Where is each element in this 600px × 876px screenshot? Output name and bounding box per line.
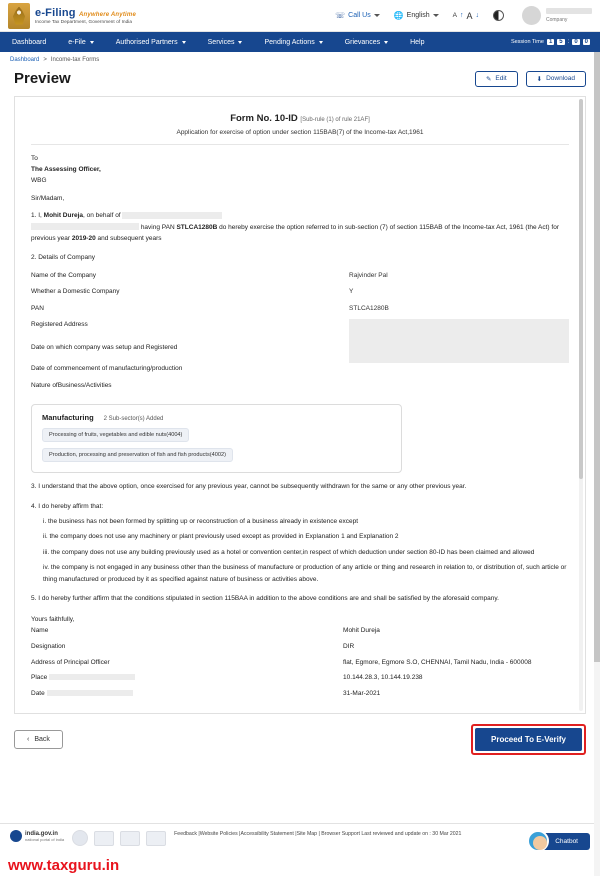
nav-label: e-File (68, 38, 86, 46)
partner-logo-icon (146, 831, 166, 846)
detail-value: Y (349, 288, 354, 296)
company-details (31, 268, 569, 395)
font-size-controls[interactable]: A ↑ A ↓ (452, 10, 479, 21)
session-timer (511, 39, 590, 45)
declaration-item-4-point: iii. the company does not use any building previously used as a hotel or convention center,in respect of which deduction under section 80-ID has been claimed and allowed (43, 548, 535, 556)
chevron-down-icon (319, 41, 323, 44)
font-increase-button[interactable]: A (466, 10, 473, 21)
top-utility-bar (0, 0, 600, 32)
nav-item-authorised-partners[interactable] (105, 39, 197, 46)
india-gov-logo[interactable] (10, 830, 64, 842)
yours-faithfully: Yours faithfully, (31, 616, 75, 624)
page-title: Preview (14, 70, 71, 87)
download-icon: ⬇ (536, 75, 543, 83)
signature-value: flat, Egmore, Egmore S.O, CHENNAI, Tamil Nadu, India - 600008 (343, 658, 532, 666)
edit-label: Edit (495, 75, 507, 82)
signature-label (31, 670, 343, 686)
chatbot-widget[interactable] (527, 830, 590, 852)
form-subtitle: Application for exercise of option under section 115BAB(7) of the Income-tax Act,1961 (176, 129, 424, 136)
form-number (31, 113, 569, 124)
contrast-toggle[interactable] (493, 10, 504, 21)
partner-logo-icon (120, 831, 140, 846)
detail-label: Whether a Domestic Company (31, 288, 120, 296)
declaration-item-3: 3. I understand that the above option, once exercised for any previous year, cannot be subsequently withdrawn for the same or any other previous year. (31, 483, 467, 491)
avatar (522, 6, 541, 25)
detail-label: Date of commencement of manufacturing/production (31, 365, 183, 373)
redacted-field (47, 690, 133, 696)
call-us-label: Call Us (348, 12, 371, 19)
nav-label: Grievances (344, 38, 381, 46)
breadcrumb-separator: > (43, 57, 47, 63)
chevron-down-icon (433, 14, 439, 17)
redacted-field (122, 212, 222, 219)
detail-label: PAN (31, 304, 44, 312)
logo-title: e-Filing (35, 6, 76, 19)
session-digit: 0 (574, 39, 578, 45)
nav-label: Authorised Partners (115, 38, 178, 46)
nav-item-pending-actions[interactable] (253, 39, 333, 46)
main-navigation (0, 32, 600, 52)
footer-links[interactable]: Feedback |Website Policies |Accessibility Statement |Site Map | Browser Support Last reviewed and update on : 30 Mar 2021 (174, 831, 462, 837)
chevron-down-icon (238, 41, 242, 44)
back-button[interactable] (14, 730, 63, 749)
form-title-subrule: [Sub-rule (1) of rule 21AF] (300, 117, 370, 123)
chevron-down-icon (374, 14, 380, 17)
proceed-highlight (471, 724, 586, 755)
signature-label: Designation (31, 642, 66, 650)
nav-item-grievances[interactable] (334, 39, 399, 46)
declaration-item-4-heading: 4. I do hereby affirm that: (31, 502, 104, 510)
user-account[interactable] (522, 6, 592, 25)
detail-value: STLCA1280B (349, 304, 389, 312)
item1-tail2: and subsequent years (97, 234, 162, 242)
declaration-item-4-point: iv. the company is not engaged in any business other than the business of manufacture or production of any article or thing and research in relation to, or distribution of, such article or thing manufactured or produced by it as specified against nature of business or activities above. (43, 564, 567, 583)
item1-prefix: 1. I, (31, 212, 42, 220)
contrast-icon (493, 10, 504, 21)
card-scrollbar[interactable] (579, 99, 583, 711)
applicant-name: Mohit Dureja (43, 212, 84, 220)
office-code: WBG (31, 177, 47, 185)
language-menu[interactable] (394, 11, 439, 20)
signature-label (31, 686, 343, 702)
form-preview-card (14, 96, 586, 714)
proceed-to-everify-button[interactable]: Proceed To E-Verify (475, 728, 582, 751)
logo-badge: Anywhere Anytime (78, 11, 136, 18)
call-us-menu[interactable] (335, 11, 380, 20)
signature-value: 10.144.28.3, 10.144.19.238 (343, 674, 423, 682)
breadcrumb-current: Income-tax Forms (50, 57, 100, 63)
watermark: www.taxguru.in (8, 857, 120, 874)
nav-item-services[interactable] (197, 39, 254, 46)
user-name-placeholder (546, 8, 592, 14)
declaration-item-5: 5. I do hereby further affirm that the conditions stipulated in section 115BAA in addition to the above conditions are and shall be satisfied by the aforesaid company. (31, 594, 499, 602)
detail-label: Registered Address (31, 321, 88, 329)
declaration-item-4-point: ii. the company does not use any machinery or plant previously used except as provided in Explanation 1 and Explanation 2 (43, 533, 399, 541)
chatbot-label[interactable]: Chatbot (541, 833, 590, 850)
nav-label: Help (410, 38, 425, 46)
india-gov-subtitle: national portal of india (25, 836, 65, 842)
globe-icon: 🌐 (393, 11, 404, 20)
nav-item-dashboard[interactable] (10, 39, 57, 46)
language-label: English (406, 12, 430, 19)
footer-partner-logos (72, 830, 166, 846)
action-bar (0, 714, 600, 755)
partner-logo-icon (94, 831, 114, 846)
subsector-chip: Processing of fruits, vegetables and edible nuts(4004) (42, 428, 189, 442)
partner-logo-icon (72, 830, 88, 846)
declaration-item-1 (31, 210, 569, 244)
font-decrease-button[interactable]: A (452, 12, 457, 19)
chevron-down-icon (384, 41, 388, 44)
nav-label: Services (207, 38, 235, 46)
redacted-field (49, 674, 135, 680)
manufacturing-panel (31, 404, 402, 473)
detail-value: Rajvinder Pal (349, 271, 388, 279)
pan-value: STLCA1280B (176, 223, 218, 231)
item1-mid: having PAN (140, 223, 175, 231)
signature-label: Address of Principal Officer (31, 658, 110, 666)
india-gov-icon (10, 830, 22, 842)
session-digit: 5 (559, 39, 563, 45)
detail-label: Nature ofBusiness/Activities (31, 381, 112, 389)
pencil-icon: ✎ (485, 75, 492, 83)
registered-address-redacted (349, 319, 569, 363)
subsector-count: 2 Sub-sector(s) Added (103, 416, 164, 423)
chevron-down-icon (90, 41, 94, 44)
manufacturing-heading: Manufacturing (42, 413, 94, 423)
user-role-label: Company (546, 17, 568, 23)
page-header (0, 70, 600, 87)
india-gov-title: india.gov.in (25, 830, 58, 837)
nav-label: Pending Actions (264, 38, 315, 46)
edit-button[interactable] (475, 71, 518, 87)
item1-after-name: , on behalf of (83, 212, 121, 220)
page-scrollbar[interactable] (594, 52, 600, 876)
assessing-officer: The Assessing Officer, (31, 166, 101, 174)
nav-item-help[interactable] (399, 39, 435, 46)
signature-block (31, 616, 569, 701)
previous-year-value: 2019-20 (71, 234, 96, 242)
india-emblem-icon (8, 3, 30, 29)
session-digit: 0 (584, 39, 588, 45)
session-digit: 1 (548, 39, 553, 45)
chevron-down-icon (182, 41, 186, 44)
session-colon: : (567, 39, 570, 45)
breadcrumb-home[interactable]: Dashboard (10, 57, 40, 63)
phone-icon: ☏ (335, 11, 346, 20)
nav-item-efile[interactable] (57, 39, 105, 46)
details-heading: 2. Details of Company (31, 254, 95, 262)
chevron-left-icon: ‹ (27, 736, 30, 744)
session-label: Session Time (510, 39, 544, 45)
download-button[interactable] (526, 71, 586, 87)
detail-label: Name of the Company (31, 271, 97, 279)
date-label: Date (31, 689, 45, 697)
download-label: Download (546, 75, 575, 82)
efiling-logo[interactable] (8, 3, 136, 29)
signature-value: Mohit Dureja (343, 627, 380, 635)
detail-label: Date on which company was setup and Registered (31, 343, 178, 351)
place-label: Place (31, 674, 48, 682)
form-title-text: Form No. 10-ID (230, 113, 298, 124)
subsector-chip: Production, processing and preservation of fish and fish products(4002) (42, 448, 233, 462)
breadcrumb (0, 52, 600, 68)
logo-subtitle: Income Tax Department, Government of India (35, 19, 133, 25)
signature-label: Name (31, 627, 49, 635)
redacted-field (31, 223, 139, 230)
salutation: Sir/Madam, (31, 195, 65, 203)
signature-value: DIR (343, 642, 355, 650)
page-footer (0, 823, 600, 852)
item1-tail1: do hereby exercise the option referred to in sub-section (7) of section 115BAB of the Income-tax Act, 1961 (the Act) for previous year (31, 223, 559, 242)
declaration-item-4-point: i. the business has not been formed by splitting up or reconstruction of a business already in existence except (43, 518, 359, 526)
back-label: Back (34, 736, 50, 744)
signature-value: 31-Mar-2021 (343, 689, 381, 697)
divider (31, 144, 569, 145)
nav-label: Dashboard (12, 38, 47, 46)
to-label: To (31, 155, 38, 162)
